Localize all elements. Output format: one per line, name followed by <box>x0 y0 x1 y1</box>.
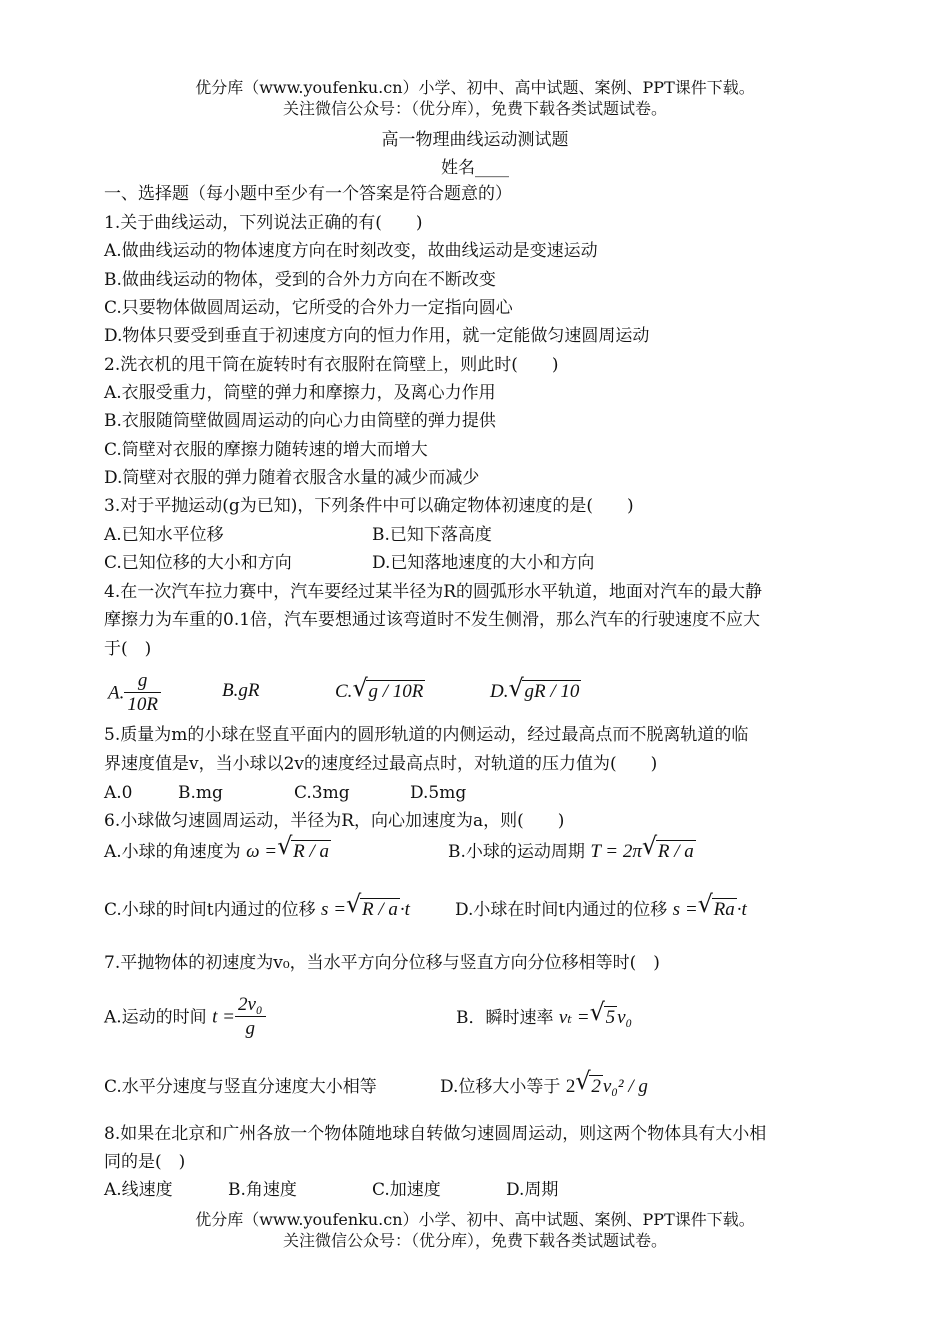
q1-option-b: B.做曲线运动的物体，受到的合外力方向在不断改变 <box>104 270 496 290</box>
question-8-stem-line-2: 同的是( ) <box>104 1152 186 1172</box>
q4-option-b: B.gR <box>222 680 260 701</box>
q8-option-b: B.角速度 <box>228 1180 297 1200</box>
footer-line-2: 关注微信公众号：（优分库），免费下载各类试题试卷。 <box>282 1231 667 1250</box>
q1-option-a: A.做曲线运动的物体速度方向在时刻改变，故曲线运动是变速运动 <box>104 241 598 261</box>
q4-option-c-radicand: g / 10R <box>368 681 424 702</box>
q6-option-c-lhs: s = <box>321 899 347 920</box>
q4-option-c-label: C. <box>335 681 353 702</box>
q2-option-d: D.筒壁对衣服的弹力随着衣服含水量的减少而减少 <box>104 468 480 488</box>
q7-option-b: B．瞬时速率 vₜ = √ 5 v₀ <box>456 998 633 1028</box>
q3-option-c: C.已知位移的大小和方向 <box>104 553 292 573</box>
q2-option-c: C.筒壁对衣服的摩擦力随转速的增大而增大 <box>104 440 428 460</box>
q5-option-d: D.5mg <box>410 783 467 803</box>
q5-option-c: C.3mg <box>294 783 350 803</box>
q1-option-d: D.物体只要受到垂直于初速度方向的恒力作用，就一定能做匀速圆周运动 <box>104 326 650 346</box>
section-heading: 一、选择题（每小题中至少有一个答案是符合题意的） <box>104 184 512 204</box>
q6-option-d-lhs: s = <box>672 899 698 920</box>
q3-option-b: B.已知下落高度 <box>372 525 492 545</box>
q6-option-c: C.小球的时间t内通过的位移 s = √ R / a ·t <box>104 890 410 920</box>
q6-option-d-text: D.小球在时间t内通过的位移 <box>455 900 668 920</box>
q5-option-b: B.mg <box>178 783 223 803</box>
q8-option-d: D.周期 <box>506 1180 559 1200</box>
q4-option-d-radicand: gR / 10 <box>524 681 580 702</box>
q6-option-b-radicand: R / a <box>657 841 694 862</box>
q3-option-d: D.已知落地速度的大小和方向 <box>372 553 595 573</box>
q7-option-d: D.位移大小等于 2 √ 2 v₀² / g <box>440 1067 648 1097</box>
q7-option-a-numerator: 2v₀ <box>235 994 266 1017</box>
q8-option-c: C.加速度 <box>372 1180 441 1200</box>
question-4-stem-line-2: 摩擦力为车重的0.1倍，汽车要想通过该弯道时不发生侧滑，那么汽车的行驶速度不应大 <box>104 610 761 630</box>
question-4-stem-line-3: 于( ) <box>104 639 152 659</box>
q7-option-a <box>104 994 266 1041</box>
q6-option-b-lhs: T = 2π <box>590 841 642 862</box>
q4-option-a <box>108 670 161 717</box>
q7-option-d-radicand: 2 <box>591 1076 601 1097</box>
q6-option-d: D.小球在时间t内通过的位移 s = √ Ra ·t <box>455 890 747 920</box>
q6-option-c-radicand: R / a <box>362 899 398 920</box>
question-8-stem-line-1: 8.如果在北京和广州各放一个物体随地球自转做匀速圆周运动，则这两个物体具有大小相 <box>104 1124 767 1144</box>
question-1-stem: 1.关于曲线运动，下列说法正确的有( ) <box>104 213 423 233</box>
q7-option-d-text: D.位移大小等于 <box>440 1077 561 1097</box>
q2-option-a: A.衣服受重力，筒壁的弹力和摩擦力，及离心力作用 <box>104 383 496 403</box>
q2-option-b: B.衣服随筒壁做圆周运动的向心力由筒壁的弹力提供 <box>104 411 496 431</box>
q4-option-d-label: D. <box>490 681 509 702</box>
q7-option-d-tail: v₀² / g <box>602 1076 648 1097</box>
header-line-1: 优分库（www.youfenku.cn）小学、初中、高中试题、案例、PPT课件下载。 <box>195 78 755 97</box>
question-2-stem: 2.洗衣机的甩干筒在旋转时有衣服附在筒壁上，则此时( ) <box>104 355 559 375</box>
q3-option-a: A.已知水平位移 <box>104 525 224 545</box>
q7-option-a-text: A.运动的时间 <box>104 1007 207 1028</box>
question-6-stem: 6.小球做匀速圆周运动，半径为R，向心加速度为a，则( ) <box>104 811 565 831</box>
header-line-2: 关注微信公众号：（优分库），免费下载各类试题试卷。 <box>282 99 667 118</box>
q6-option-c-text: C.小球的时间t内通过的位移 <box>104 900 316 920</box>
q6-option-c-tail: ·t <box>399 899 410 920</box>
q4-option-c: C. √ g / 10R <box>335 674 424 702</box>
q1-option-c: C.只要物体做圆周运动，它所受的合外力一定指向圆心 <box>104 298 513 318</box>
q6-option-b-text: B.小球的运动周期 <box>448 842 585 862</box>
q6-option-b: B.小球的运动周期 T = 2π √ R / a <box>448 832 694 862</box>
q7-option-d-prefix: 2 <box>565 1076 576 1097</box>
q6-option-a-radicand: R / a <box>293 841 329 862</box>
q4-option-a-label: A. <box>108 682 125 704</box>
q7-option-c: C.水平分速度与竖直分速度大小相等 <box>104 1077 377 1097</box>
q8-option-a: A.线速度 <box>104 1180 173 1200</box>
q6-option-a-lhs: ω = <box>246 841 278 862</box>
q7-option-b-radicand: 5 <box>605 1007 616 1028</box>
q6-option-a: A.小球的角速度为 ω = √ R / a <box>104 832 329 862</box>
q4-option-a-denominator: 10R <box>127 694 158 715</box>
q6-option-a-text: A.小球的角速度为 <box>104 842 241 862</box>
question-7-stem: 7.平抛物体的初速度为v₀，当水平方向分位移与竖直方向分位移相等时( ) <box>104 953 660 973</box>
footer-line-1: 优分库（www.youfenku.cn）小学、初中、高中试题、案例、PPT课件下载。 <box>195 1210 755 1229</box>
q7-option-a-denominator: g <box>245 1018 255 1039</box>
q7-option-b-lhs: vₜ = <box>558 1007 590 1028</box>
q7-option-b-tail: v₀ <box>617 1007 633 1028</box>
question-3-stem: 3.对于平抛运动(g为已知)，下列条件中可以确定物体初速度的是( ) <box>104 496 634 516</box>
name-label: 姓名____ <box>441 158 509 178</box>
q7-option-b-text: B．瞬时速率 <box>456 1008 554 1028</box>
q5-option-a: A.0 <box>104 783 133 803</box>
q4-option-d: D. √ gR / 10 <box>490 674 580 702</box>
q7-option-a-lhs: t = <box>212 1006 235 1028</box>
q6-option-d-radicand: Ra <box>713 899 735 920</box>
q6-option-d-tail: ·t <box>736 899 747 920</box>
question-4-stem-line-1: 4.在一次汽车拉力赛中，汽车要经过某半径为R的圆弧形水平轨道，地面对汽车的最大静 <box>104 582 763 602</box>
question-5-stem-line-2: 界速度值是v，当小球以2v的速度经过最高点时，对轨道的压力值为( ) <box>104 754 658 774</box>
question-5-stem-line-1: 5.质量为m的小球在竖直平面内的圆形轨道的内侧运动，经过最高点而不脱离轨道的临 <box>104 725 749 745</box>
q4-option-a-numerator: g <box>124 670 161 693</box>
document-title: 高一物理曲线运动测试题 <box>381 130 569 150</box>
